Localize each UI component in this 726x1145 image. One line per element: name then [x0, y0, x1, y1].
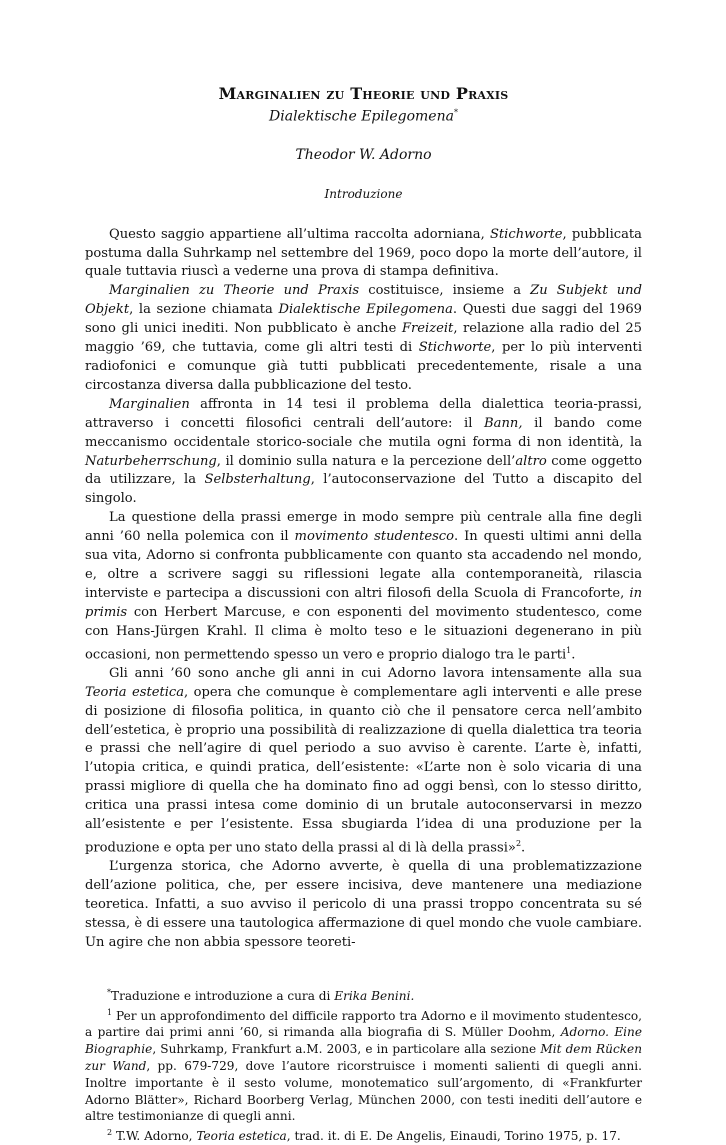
text-span: , pp. 679-729, dove l’autore ricorstruisce i momenti salienti di quegli anni. Inoltre importante è il sesto volume, monotematico sull’argomento, di «Frankfurter Adorno Blätter», Richard Boorberg Verlag, München 2000, con testi inediti dell’autore e altre testimonianze di quegli anni. — [85, 1059, 643, 1124]
text-span: affronta in 14 tesi il problema della dialettica teoria-prassi, attraverso i concetti filosofici centrali dell’autore: il — [85, 396, 642, 431]
text-span: , per lo più interventi radiofonici e comunque già tutti pubblicati precedentemente, risale a una circostanza diversa dalla pubblicazione del testo. — [85, 340, 643, 393]
footnote-ref: 1 — [566, 645, 572, 655]
text-span: , opera che comunque è complementare agli interventi e alle prese di posizione di filosofia politica, in quanto ciò che il pensatore cerca nell’ambito dell’estetica, è proprio una possibilità di realizzazione di quella dialettica tra teoria e prassi che nell’agire di quel periodo a suo avviso è carente. L’arte è, infatti, l’utopia critica, e quindi pratica, dell’esistente: «L’arte non è solo vicaria di una prassi migliore di quella che ha dominato fino ad oggi bensì, con lo stesso diritto, critica una prassi intesa come dominio di un brutale autoconservarsi in mezzo all’esistente e per l’esistente. Essa sbugiarda l’idea di una produzione per la produzione e opta per uno stato della prassi al di là della prassi» — [85, 684, 642, 856]
italic-span: movimento studentesco — [294, 529, 455, 545]
document-page — [85, 84, 642, 1145]
italic-span: Selbsterhaltung — [204, 472, 311, 488]
footnote — [85, 1125, 642, 1145]
italic-span: Teoria estetica — [196, 1129, 287, 1144]
text-span: , trad. it. di E. De Angelis, Einaudi, Torino 1975, p. 17. — [286, 1129, 621, 1144]
subtitle-footnote-mark: * — [453, 108, 458, 117]
italic-span: Stichworte — [418, 340, 492, 356]
text-span: . Questi due saggi del 1969 sono gli unici inediti. Non pubblicato è anche — [85, 302, 642, 337]
article-title-text: Marginalien zu Theorie und Praxis — [218, 84, 509, 103]
text-span: T.W. Adorno, — [112, 1129, 197, 1144]
footnote-ref: 1 — [107, 1007, 113, 1017]
text-span: . — [521, 840, 526, 856]
body-paragraph — [85, 858, 642, 953]
author-name: Theodor W. Adorno — [295, 146, 432, 163]
section-heading: Introduzione — [324, 186, 403, 201]
body-paragraph — [85, 226, 642, 283]
body-paragraph — [85, 282, 642, 395]
footnote-ref: 2 — [515, 839, 522, 849]
text-span: Gli anni ’60 sono anche gli anni in cui Adorno lavora intensamente alla sua — [109, 665, 642, 681]
italic-span: Stichworte — [489, 226, 563, 242]
text-span: , l’autoconservazione del Tutto a discapito del singolo. — [85, 472, 643, 507]
italic-span: Marginalien — [109, 396, 190, 412]
italic-span: Bann, — [484, 415, 523, 431]
italic-span: Adorno. Eine Biographie — [85, 1025, 642, 1057]
text-span: , Suhrkamp, Frankfurt a.M. 2003, e in particolare alla sezione — [152, 1042, 541, 1057]
article-subtitle-text: Dialektische Epilegomena — [269, 108, 454, 125]
footnote — [85, 1005, 642, 1126]
text-span: . — [571, 646, 576, 662]
body-paragraph — [85, 509, 642, 665]
italic-span: Erika Benini. — [334, 988, 415, 1003]
text-span: come oggetto da utilizzare, la — [85, 453, 642, 488]
text-span: Traduzione e introduzione a cura di — [111, 988, 335, 1003]
italic-span: Teoria estetica — [85, 684, 185, 700]
text-span: il bando come meccanismo occidentale storico-sociale che mutila ogni forma di non identità, la — [85, 415, 642, 450]
italic-span: Dialektische Epilegomena — [278, 302, 453, 318]
article-title — [85, 84, 642, 104]
italic-span: in primis — [85, 585, 642, 620]
footnote-ref: 2 — [107, 1128, 113, 1138]
italic-span: Marginalien zu Theorie und Praxis — [109, 283, 360, 299]
footnote — [85, 985, 642, 1005]
text-span: con Herbert Marcuse, e con esponenti del movimento studentesco, come con Hans-Jürgen Krahl. Il clima è molto teso e le situazioni degenerano in più occasioni, non permettendo spesso un vero e proprio dialogo tra le parti — [85, 604, 642, 662]
text-span: L’urgenza storica, che Adorno avverte, è quella di una problematizzazione dell’azione politica, che, per essere incisiva, deve mantenere una mediazione teoretica. Infatti, a suo avviso il pericolo di una prassi troppo concentrata su sé stessa, è di essere una tautologica affermazione di quel mondo che vuole cambiare. Un agire che non abbia spessore teoreti- — [85, 859, 642, 950]
body-paragraph — [85, 665, 642, 858]
text-span: , il dominio sulla natura e la percezione dell’ — [216, 453, 516, 469]
text-span: . In questi ultimi anni della sua vita, Adorno si confronta pubblicamente con quanto sta accadendo nel mondo, e, oltre a scrivere saggi su riflessioni legate alla contemporaneità, rilascia interviste e partecipa a discussioni con altri filosofi della Scuola di Francoforte, — [85, 529, 642, 601]
article-subtitle — [85, 104, 642, 126]
footnote-ref: * — [107, 987, 111, 997]
text-span: costituisce, insieme a — [359, 283, 531, 299]
italic-span: altro — [515, 453, 547, 469]
text-span: Per un approfondimento del difficile rapporto tra Adorno e il movimento studentesco, a partire dai primi anni ’60, si rimanda alla biografia di S. Müller Doohm, — [85, 1008, 642, 1040]
text-span: Questo saggio appartiene all’ultima raccolta adorniana, — [109, 226, 490, 242]
text-span: , la sezione chiamata — [129, 302, 279, 318]
text-span: , relazione alla radio del 25 maggio ’69, che tuttavia, come gli altri testi di — [85, 321, 642, 356]
italic-span: Freizeit — [401, 321, 454, 337]
body-text — [85, 226, 642, 953]
italic-span: Mit dem Rücken zur Wand — [85, 1042, 643, 1074]
italic-span: Zu Subjekt und Objekt — [85, 283, 642, 318]
italic-span: Naturbeherrschung — [85, 453, 217, 469]
text-span: La questione della prassi emerge in modo sempre più centrale alla fine degli anni ’60 nella polemica con il — [85, 510, 642, 545]
footnotes — [85, 985, 642, 1145]
body-paragraph — [85, 396, 642, 509]
text-span: , pubblicata postuma dalla Suhrkamp nel settembre del 1969, poco dopo la morte dell’autore, il quale tuttavia riuscì a vederne una prova di stampa definitiva. — [85, 226, 642, 280]
